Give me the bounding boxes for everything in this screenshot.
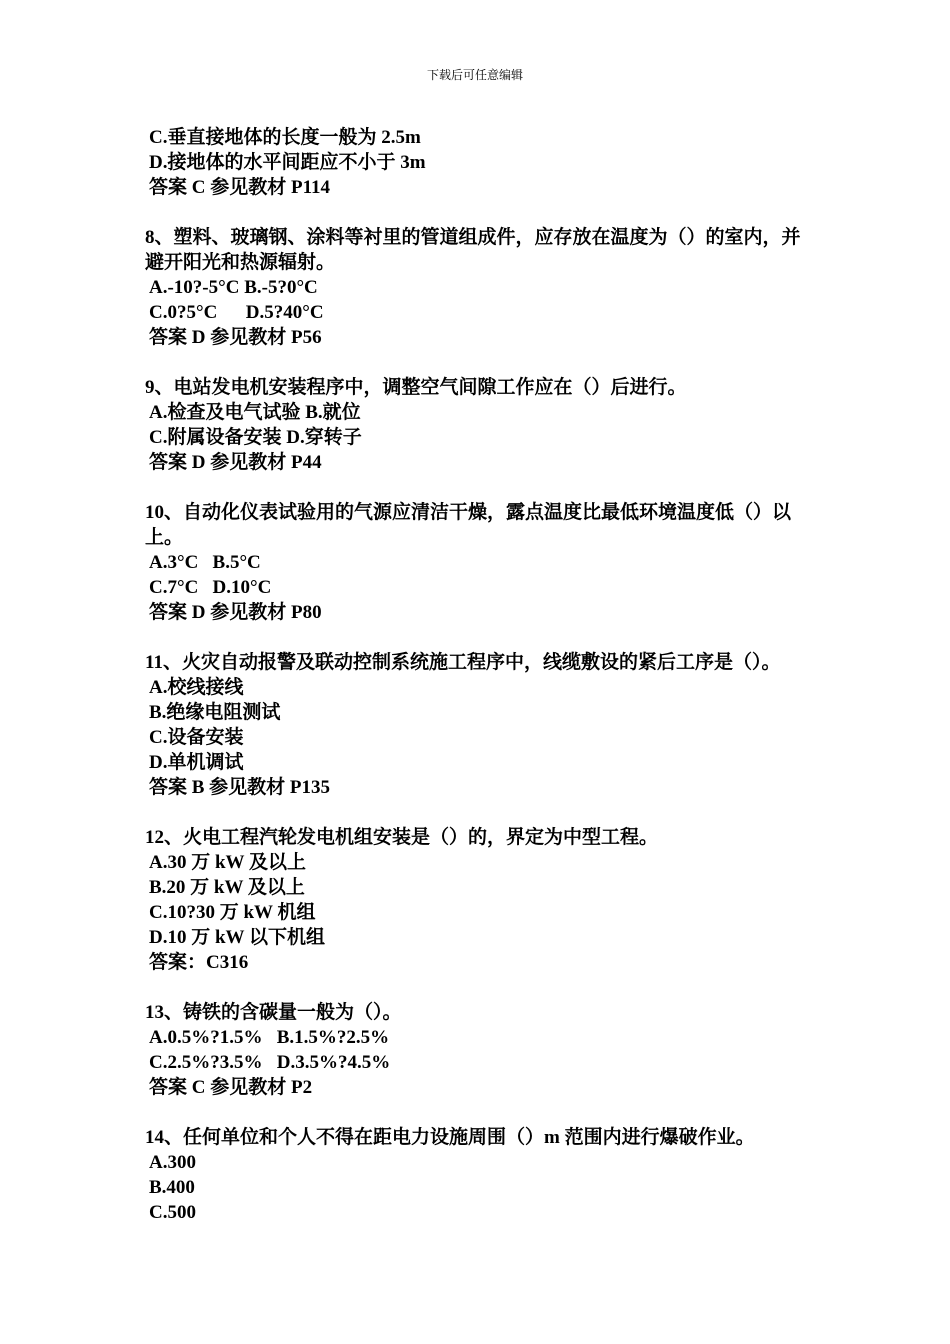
paragraph-gap [145, 1100, 810, 1125]
answer-option: C.0?5°C D.5?40°C [149, 302, 324, 323]
question-stem: 13、铸铁的含碳量一般为（）。 [145, 1002, 402, 1023]
answer-option: A.3°C B.5°C [149, 552, 261, 573]
question-stem: 8、塑料、玻璃钢、涂料等衬里的管道组成件，应存放在温度为（）的室内，并避开阳光和热源辐射。 [145, 227, 801, 273]
answer-key: 答案：C316 [149, 952, 249, 973]
answer-option: C.7°C D.10°C [149, 577, 272, 598]
answer-option: C.垂直接地体的长度一般为 2.5m [149, 127, 421, 148]
answer-option: D.单机调试 [149, 752, 244, 773]
paragraph-gap [145, 475, 810, 500]
question-stem: 10、自动化仪表试验用的气源应清洁干燥，露点温度比最低环境温度低（）以上。 [145, 502, 792, 548]
answer-option: C.设备安装 [149, 727, 244, 748]
answer-key: 答案 D 参见教材 P44 [149, 452, 322, 473]
answer-option: B.400 [149, 1177, 195, 1198]
paragraph-gap [145, 200, 810, 225]
question-stem: 11、火灾自动报警及联动控制系统施工程序中，线缆敷设的紧后工序是（）。 [145, 652, 781, 673]
answer-key: 答案 D 参见教材 P80 [149, 602, 322, 623]
paragraph-gap [145, 625, 810, 650]
answer-option: B.20 万 kW 及以上 [149, 877, 305, 898]
answer-option: B.绝缘电阻测试 [149, 702, 281, 723]
answer-option: D.接地体的水平间距应不小于 3m [149, 152, 426, 173]
answer-option: C.500 [149, 1202, 196, 1223]
answer-key: 答案 C 参见教材 P2 [149, 1077, 313, 1098]
question-stem: 14、任何单位和个人不得在距电力设施周围（）m 范围内进行爆破作业。 [145, 1127, 755, 1148]
question-stem: 12、火电工程汽轮发电机组安装是（）的，界定为中型工程。 [145, 827, 659, 848]
answer-option: D.10 万 kW 以下机组 [149, 927, 325, 948]
answer-option: C.10?30 万 kW 机组 [149, 902, 316, 923]
paragraph-gap [145, 350, 810, 375]
answer-option: C.附属设备安装 D.穿转子 [149, 427, 362, 448]
answer-key: 答案 D 参见教材 P56 [149, 327, 322, 348]
answer-option: A.校线接线 [149, 677, 244, 698]
paragraph-gap [145, 975, 810, 1000]
answer-option: A.检查及电气试验 B.就位 [149, 402, 361, 423]
page-header: 下载后可任意编辑 [426, 68, 523, 82]
answer-option: C.2.5%?3.5% D.3.5%?4.5% [149, 1052, 391, 1073]
answer-key: 答案 B 参见教材 P135 [149, 777, 331, 798]
question-stem: 9、电站发电机安装程序中，调整空气间隙工作应在（）后进行。 [145, 377, 687, 398]
paragraph-gap [145, 800, 810, 825]
answer-option: A.30 万 kW 及以上 [149, 852, 306, 873]
answer-key: 答案 C 参见教材 P114 [149, 177, 331, 198]
answer-option: A.0.5%?1.5% B.1.5%?2.5% [149, 1027, 390, 1048]
answer-option: A.300 [149, 1152, 196, 1173]
answer-option: A.-10?-5°C B.-5?0°C [149, 277, 318, 298]
document-body [145, 125, 810, 1225]
